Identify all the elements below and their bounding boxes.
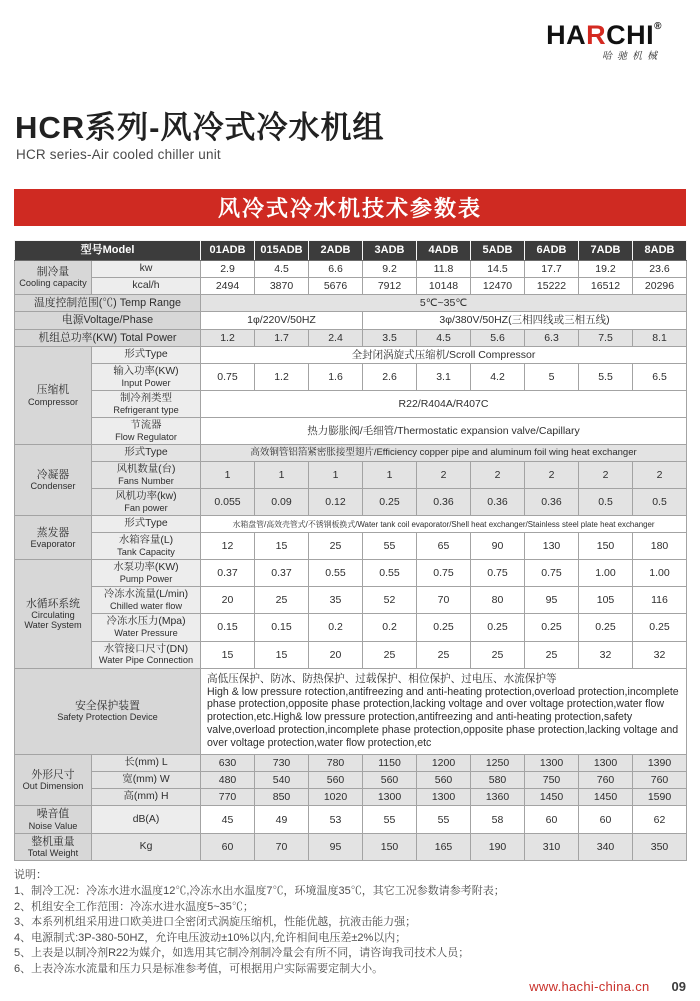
value-cell: 150	[363, 833, 417, 861]
value-cell: 6.5	[633, 364, 687, 391]
value-cell: 1300	[417, 789, 471, 806]
value-cell: 2	[471, 462, 525, 489]
value-cell: 52	[363, 587, 417, 614]
value-cell: 19.2	[579, 260, 633, 277]
page-subtitle: HCR series-Air cooled chiller unit	[16, 147, 221, 162]
model-header-cell: 4ADB	[417, 241, 471, 261]
value-cell: 5	[525, 364, 579, 391]
value-cell: 0.75	[525, 560, 579, 587]
section-label-cell: 外形尺寸 Out Dimension	[15, 755, 92, 806]
value-cell: 11.8	[417, 260, 471, 277]
table-row	[15, 329, 687, 346]
value-cell: 8.1	[633, 329, 687, 346]
model-header-cell: 6ADB	[525, 241, 579, 261]
value-cell: 20	[201, 587, 255, 614]
row-label-cell: dB(A)	[92, 806, 201, 834]
section-label-cell: 水循环系统 Circulating Water System	[15, 560, 92, 668]
model-header-cell: 型号Model	[15, 241, 201, 261]
value-cell: 1.2	[201, 329, 255, 346]
value-cell: 60	[525, 806, 579, 834]
note-item: 4、电源制式:3P-380-50HZ，允许电压波动±10%以内,允许相间电压差±2%以内；	[14, 931, 407, 944]
value-cell: 540	[255, 772, 309, 789]
value-cell: 0.75	[201, 364, 255, 391]
value-cell: 70	[417, 587, 471, 614]
value-cell: 55	[363, 806, 417, 834]
value-cell: 1.00	[633, 560, 687, 587]
notes-title: 说明：	[14, 869, 47, 882]
value-cell: 1	[201, 462, 255, 489]
value-cell: 25	[417, 641, 471, 668]
value-cell: 25	[255, 587, 309, 614]
brand-accent-letter: R	[586, 20, 607, 50]
value-cell: 1.7	[255, 329, 309, 346]
value-cell: 630	[201, 755, 255, 772]
value-cell: 0.55	[363, 560, 417, 587]
value-cell: 150	[579, 533, 633, 560]
value-cell: 560	[363, 772, 417, 789]
value-cell: 20296	[633, 277, 687, 294]
value-cell: 2.6	[363, 364, 417, 391]
table-row	[15, 533, 687, 560]
section-label-cell: 温度控制范围(℃) Temp Range	[15, 294, 201, 311]
table-row	[15, 391, 687, 418]
note-item: 3、本系列机组采用进口欧美进口全密闭式涡旋压缩机，性能优越，抗液击能力强；	[14, 916, 417, 929]
table-row	[15, 614, 687, 641]
table-row	[15, 560, 687, 587]
value-cell: 80	[471, 587, 525, 614]
value-cell: 1	[309, 462, 363, 489]
table-row	[15, 587, 687, 614]
value-cell: 4.5	[417, 329, 471, 346]
table-row	[15, 516, 687, 533]
value-cell: 310	[525, 833, 579, 861]
value-cell: 70	[255, 833, 309, 861]
brand-logo	[546, 22, 662, 62]
row-label-cell: Kg	[92, 833, 201, 861]
value-cell: 1300	[579, 755, 633, 772]
value-cell: 2494	[201, 277, 255, 294]
value-cell: 780	[309, 755, 363, 772]
value-cell: 5676	[309, 277, 363, 294]
value-cell: 0.5	[633, 489, 687, 516]
model-header-cell: 8ADB	[633, 241, 687, 261]
table-row	[15, 445, 687, 462]
value-cell: 55	[363, 533, 417, 560]
table-row	[15, 462, 687, 489]
value-cell: 2	[633, 462, 687, 489]
model-header-cell: 3ADB	[363, 241, 417, 261]
value-cell: 1590	[633, 789, 687, 806]
value-cell: 3.1	[417, 364, 471, 391]
value-cell: 2.4	[309, 329, 363, 346]
note-item: 2、机组安全工作范围：冷冻水进水温度5~35℃；	[14, 900, 254, 913]
value-cell: 5.5	[579, 364, 633, 391]
section-label-cell: 电源Voltage/Phase	[15, 312, 201, 329]
value-cell: 62	[633, 806, 687, 834]
value-cell: 1020	[309, 789, 363, 806]
row-label-cell: 水箱容量(L) Tank Capacity	[92, 533, 201, 560]
row-label-cell: 形式Type	[92, 516, 201, 533]
row-label-cell: kcal/h	[92, 277, 201, 294]
value-cell: 850	[255, 789, 309, 806]
table-row	[15, 789, 687, 806]
value-cell: 730	[255, 755, 309, 772]
value-cell: 0.055	[201, 489, 255, 516]
value-cell: 2	[579, 462, 633, 489]
value-cell: 0.25	[579, 614, 633, 641]
value-cell: 15	[201, 641, 255, 668]
value-cell: 1250	[471, 755, 525, 772]
table-row	[15, 346, 687, 363]
table-row	[15, 364, 687, 391]
value-cell: 6.3	[525, 329, 579, 346]
value-cell: 6.6	[309, 260, 363, 277]
row-label-cell: 风机功率(kw) Fan power	[92, 489, 201, 516]
section-label-cell: 制冷量 Cooling capacity	[15, 260, 92, 294]
spec-table	[14, 240, 687, 861]
value-cell: 2	[525, 462, 579, 489]
model-header-cell: 01ADB	[201, 241, 255, 261]
value-cell: 1450	[579, 789, 633, 806]
value-cell: 560	[417, 772, 471, 789]
model-header-cell: 5ADB	[471, 241, 525, 261]
row-label-cell: kw	[92, 260, 201, 277]
page-footer	[529, 979, 686, 994]
value-cell: 130	[525, 533, 579, 560]
table-row	[15, 260, 687, 277]
page-number: 09	[671, 979, 686, 994]
section-banner	[14, 189, 686, 226]
value-cell: 25	[363, 641, 417, 668]
value-cell: 16512	[579, 277, 633, 294]
value-cell: 90	[471, 533, 525, 560]
website-url: www.hachi-china.cn	[529, 979, 650, 994]
table-row	[15, 755, 687, 772]
table-row	[15, 772, 687, 789]
value-cell: 0.5	[579, 489, 633, 516]
value-cell: 0.12	[309, 489, 363, 516]
value-cell: 49	[255, 806, 309, 834]
table-row	[15, 806, 687, 834]
row-label-cell: 制冷剂类型 Refrigerant type	[92, 391, 201, 418]
value-cell: 0.25	[525, 614, 579, 641]
value-cell: 32	[633, 641, 687, 668]
value-cell: 190	[471, 833, 525, 861]
note-item: 5、上表是以制冷剂R22为媒介，如选用其它制冷剂制冷量会有所不同，请咨询我司技术人员；	[14, 947, 470, 960]
value-cell: 53	[309, 806, 363, 834]
value-cell: 12	[201, 533, 255, 560]
value-cell: 105	[579, 587, 633, 614]
row-label-cell: 风机数量(台) Fans Number	[92, 462, 201, 489]
value-cell: 95	[309, 833, 363, 861]
value-cell: 1.6	[309, 364, 363, 391]
row-label-cell: 水泵功率(KW) Pump Power	[92, 560, 201, 587]
spec-table-body	[15, 241, 687, 861]
value-cell: 180	[633, 533, 687, 560]
brand-wordmark: HARCHI®	[546, 20, 662, 50]
value-cell: 58	[471, 806, 525, 834]
value-cell: 0.09	[255, 489, 309, 516]
value-cell: 480	[201, 772, 255, 789]
registered-trademark-icon: ®	[654, 21, 662, 32]
value-cell: 760	[579, 772, 633, 789]
value-cell: 1390	[633, 755, 687, 772]
value-cell: 23.6	[633, 260, 687, 277]
value-cell: 1.2	[255, 364, 309, 391]
value-cell: 5℃~35℃	[201, 294, 687, 311]
section-label-cell: 蒸发器 Evaporator	[15, 516, 92, 560]
section-label-cell: 整机重量 Total Weight	[15, 833, 92, 861]
model-header-cell: 015ADB	[255, 241, 309, 261]
section-label-cell: 噪音值 Noise Value	[15, 806, 92, 834]
row-label-cell: 冷冻水压力(Mpa) Water Pressure	[92, 614, 201, 641]
value-cell: 0.25	[633, 614, 687, 641]
value-cell: 1300	[525, 755, 579, 772]
value-cell: 3870	[255, 277, 309, 294]
value-cell: 60	[579, 806, 633, 834]
value-cell: 2	[417, 462, 471, 489]
value-cell: 3.5	[363, 329, 417, 346]
value-cell: 热力膨胀阀/毛细管/Thermostatic expansion valve/Capillary	[201, 418, 687, 445]
value-cell: 25	[471, 641, 525, 668]
value-cell: 17.7	[525, 260, 579, 277]
value-cell: 15	[255, 641, 309, 668]
value-cell: 35	[309, 587, 363, 614]
value-cell: 60	[201, 833, 255, 861]
table-row	[15, 489, 687, 516]
value-cell: 7.5	[579, 329, 633, 346]
value-cell: 1150	[363, 755, 417, 772]
value-cell: 95	[525, 587, 579, 614]
value-cell: 25	[309, 533, 363, 560]
model-header-cell: 7ADB	[579, 241, 633, 261]
section-label-cell: 压缩机 Compressor	[15, 346, 92, 444]
value-cell: 32	[579, 641, 633, 668]
table-row	[15, 418, 687, 445]
value-cell: 4.2	[471, 364, 525, 391]
table-row	[15, 312, 687, 329]
value-cell: 水箱盘管/高效壳管式/不锈钢板换式/Water tank coil evaporator/Shell heat exchanger/Stainless steel plate heat exchanger	[201, 516, 687, 533]
row-label-cell: 形式Type	[92, 445, 201, 462]
value-cell: 25	[525, 641, 579, 668]
value-cell: 全封闭涡旋式压缩机/Scroll Compressor	[201, 346, 687, 363]
notes-list	[14, 884, 686, 978]
table-row	[15, 833, 687, 861]
note-item: 6、上表冷冻水流量和压力只是标准参考值，可根据用户实际需要定制大小。	[14, 962, 384, 975]
value-cell: 0.25	[471, 614, 525, 641]
value-cell: 0.75	[471, 560, 525, 587]
page-title: HCR系列-风冷式冷水机组	[15, 110, 385, 145]
value-cell: 1	[255, 462, 309, 489]
value-cell: 560	[309, 772, 363, 789]
value-cell: 1450	[525, 789, 579, 806]
value-cell: 750	[525, 772, 579, 789]
note-item: 1、制冷工况：冷冻水进水温度12℃,冷冻水出水温度7℃，环境温度35℃，其它工况参数请参考附表；	[14, 884, 505, 897]
value-cell: 350	[633, 833, 687, 861]
value-cell: 高效铜管铝箔紧密胀接型翅片/Efficiency copper pipe and aluminum foil wing heat exchanger	[201, 445, 687, 462]
value-cell: 0.15	[255, 614, 309, 641]
value-cell: 770	[201, 789, 255, 806]
value-cell: 1200	[417, 755, 471, 772]
value-cell: 1360	[471, 789, 525, 806]
value-cell: 165	[417, 833, 471, 861]
row-label-cell: 宽(mm) W	[92, 772, 201, 789]
section-label-cell: 安全保护装置 Safety Protection Device	[15, 668, 201, 755]
value-cell: 55	[417, 806, 471, 834]
value-cell: 0.25	[363, 489, 417, 516]
section-label-cell: 冷凝器 Condenser	[15, 445, 92, 516]
value-cell: 0.2	[363, 614, 417, 641]
value-cell: 7912	[363, 277, 417, 294]
value-cell: 65	[417, 533, 471, 560]
content-area	[14, 240, 686, 977]
brand-chinese-name: 哈驰机械	[602, 51, 662, 62]
row-label-cell: 水管接口尺寸(DN) Water Pipe Connection	[92, 641, 201, 668]
table-row	[15, 641, 687, 668]
row-label-cell: 长(mm) L	[92, 755, 201, 772]
value-cell: 340	[579, 833, 633, 861]
table-row	[15, 241, 687, 261]
value-cell: 45	[201, 806, 255, 834]
value-cell: 2.9	[201, 260, 255, 277]
value-cell: 0.25	[417, 614, 471, 641]
safety-text-cell: 高低压保护、防冰、防热保护、过载保护、相位保护、过电压、水流保护等 High & low pressure rotection,antifreezing and anti-heating protection,overload protection,incomplete phase protection,opposite phase protection,lacking voltage and over voltage protection,water flow protection,etc.High& low pressure protection,antifreezing and anti-heating protection,safety valve,overload protection,incomplete phase protection,opposite phase protection,lacking voltage and over voltage protection,water flow protection,etc	[201, 668, 687, 755]
value-cell: 1.00	[579, 560, 633, 587]
value-cell: 0.55	[309, 560, 363, 587]
section-label-cell: 机组总功率(KW) Total Power	[15, 329, 201, 346]
value-cell: R22/R404A/R407C	[201, 391, 687, 418]
value-cell: 5.6	[471, 329, 525, 346]
value-cell: 12470	[471, 277, 525, 294]
table-row	[15, 668, 687, 755]
value-cell: 1φ/220V/50HZ	[201, 312, 363, 329]
section-banner-text: 风冷式冷水机技术参数表	[217, 196, 482, 221]
value-cell: 10148	[417, 277, 471, 294]
row-label-cell: 节流器 Flow Regulator	[92, 418, 201, 445]
value-cell: 1	[363, 462, 417, 489]
value-cell: 20	[309, 641, 363, 668]
value-cell: 580	[471, 772, 525, 789]
value-cell: 14.5	[471, 260, 525, 277]
value-cell: 116	[633, 587, 687, 614]
row-label-cell: 输入功率(KW) Input Power	[92, 364, 201, 391]
table-row	[15, 294, 687, 311]
value-cell: 15	[255, 533, 309, 560]
value-cell: 15222	[525, 277, 579, 294]
value-cell: 760	[633, 772, 687, 789]
value-cell: 0.15	[201, 614, 255, 641]
row-label-cell: 形式Type	[92, 346, 201, 363]
value-cell: 9.2	[363, 260, 417, 277]
value-cell: 3φ/380V/50HZ(三相四线或三相五线)	[363, 312, 687, 329]
value-cell: 0.36	[471, 489, 525, 516]
value-cell: 4.5	[255, 260, 309, 277]
notes-section	[14, 868, 686, 977]
value-cell: 0.36	[417, 489, 471, 516]
table-row	[15, 277, 687, 294]
row-label-cell: 冷冻水流量(L/min) Chilled water flow	[92, 587, 201, 614]
value-cell: 0.37	[201, 560, 255, 587]
value-cell: 0.37	[255, 560, 309, 587]
value-cell: 1300	[363, 789, 417, 806]
row-label-cell: 高(mm) H	[92, 789, 201, 806]
model-header-cell: 2ADB	[309, 241, 363, 261]
value-cell: 0.36	[525, 489, 579, 516]
value-cell: 0.2	[309, 614, 363, 641]
value-cell: 0.75	[417, 560, 471, 587]
